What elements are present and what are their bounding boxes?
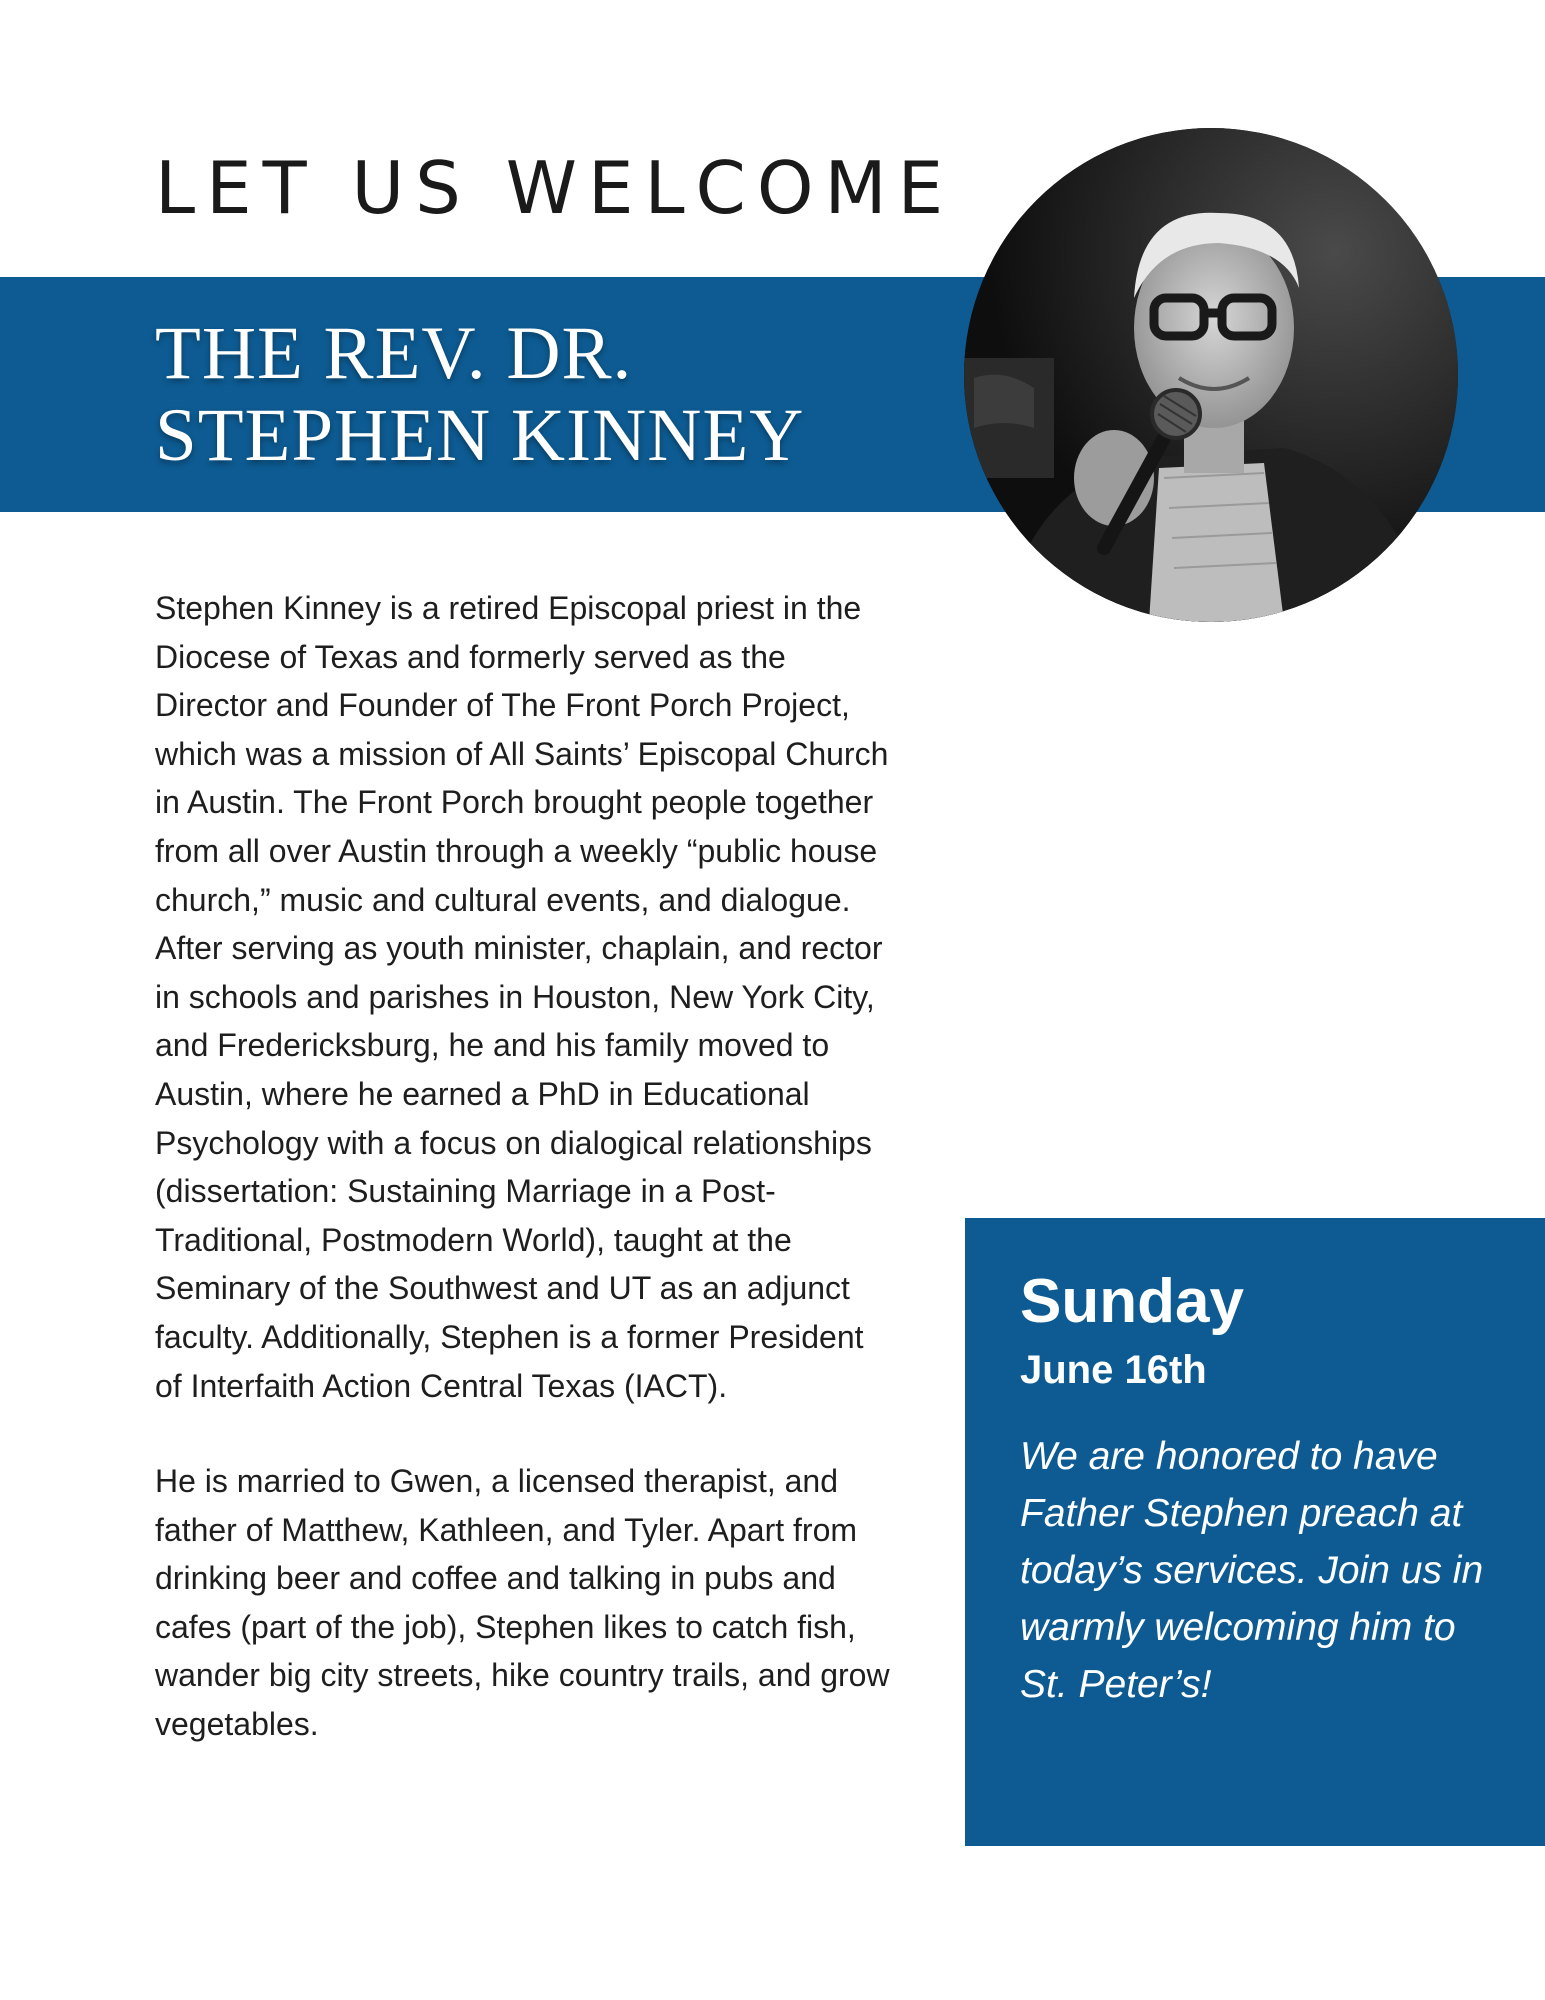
event-note: We are honored to have Father Stephen preach at today’s services. Join us in warmly welcoming him to St. Peter’s! bbox=[1020, 1435, 1484, 1707]
event-callout bbox=[965, 1218, 1545, 1846]
bio-text bbox=[155, 584, 895, 1749]
portrait-photo bbox=[964, 128, 1458, 622]
bio-paragraph-1: Stephen Kinney is a retired Episcopal priest in the Diocese of Texas and formerly served as the Director and Founder of The Front Porch Project, which was a mission of All Saints’ Episcopal Church in Austin. The Front Porch brought people together from all over Austin through a weekly “public house church,” music and cultural events, and dialogue. After serving as youth minister, chaplain, and rector in schools and parishes in Houston, New York City, and Fredericksburg, he and his family moved to Austin, where he earned a PhD in Educational Psychology with a focus on dialogical relationships (dissertation: Sustaining Marriage in a Post-Traditional, Postmodern World), taught at the Seminary of the Southwest and UT as an adjunct faculty. Additionally, Stephen is a former President of Interfaith Action Central Texas (IACT). bbox=[155, 590, 889, 1404]
welcome-kicker: LET US WELCOME bbox=[155, 146, 955, 230]
event-date: June 16th bbox=[1020, 1348, 1207, 1393]
bio-paragraph-2: He is married to Gwen, a licensed therapist, and father of Matthew, Kathleen, and Tyler. Apart from drinking beer and coffee and talking in pubs and cafes (part of the job), Stephen likes to catch fish, wander big city streets, hike country trails, and grow vegetables. bbox=[155, 1463, 890, 1743]
speaker-name-line-1: THE REV. DR. bbox=[155, 312, 633, 395]
shirt bbox=[1149, 463, 1284, 622]
event-day: Sunday bbox=[1020, 1267, 1244, 1336]
portrait-illustration bbox=[964, 128, 1458, 622]
speaker-name bbox=[155, 313, 804, 477]
speaker-name-line-2: STEPHEN KINNEY bbox=[155, 394, 805, 477]
